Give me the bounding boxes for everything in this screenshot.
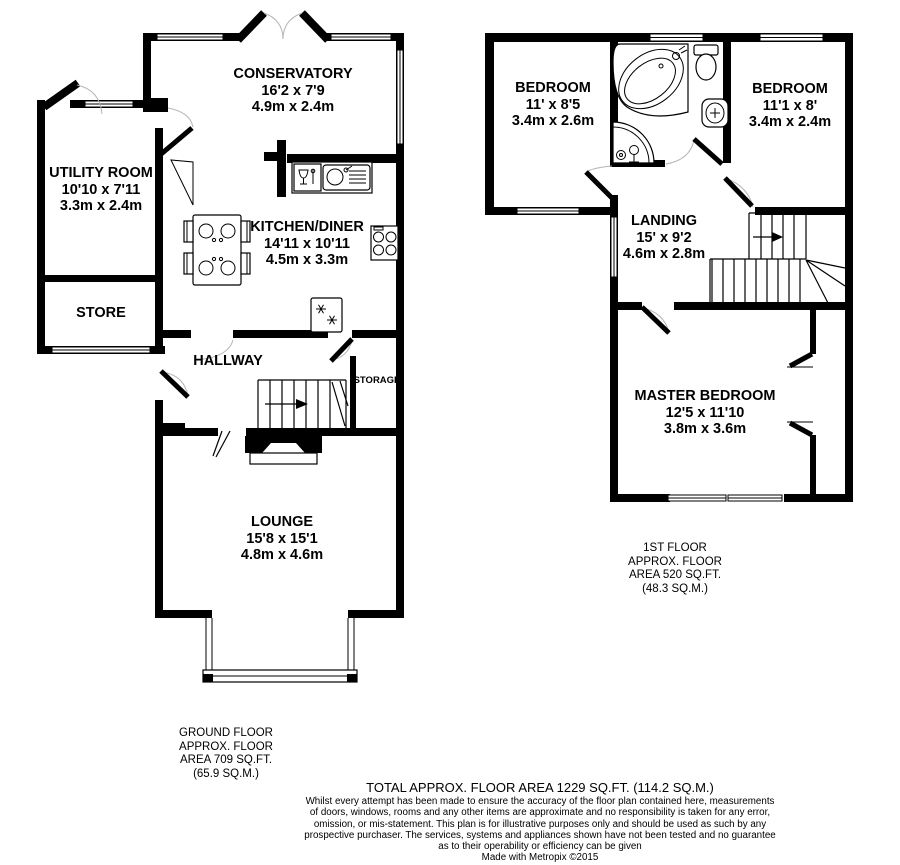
room-label-bedroom-right <box>700 81 880 131</box>
staircase-ground <box>258 380 348 428</box>
ground-floor-area-label <box>126 727 326 781</box>
room-label-storage <box>346 375 408 386</box>
freezer-icon <box>311 298 342 332</box>
disclaimer-line: as to their operability or efficiency can be given <box>438 841 642 853</box>
disclaimer-text <box>260 796 820 864</box>
room-dim-metric: 3.4m x 2.6m <box>511 113 595 129</box>
room-label-kitchen <box>217 219 397 269</box>
floor-name: 1ST FLOOR <box>643 542 707 554</box>
room-dim-metric: 4.6m x 2.8m <box>622 246 706 262</box>
toilet <box>694 45 718 80</box>
room-label-store <box>41 305 161 322</box>
room-label-conservatory <box>183 66 403 116</box>
disclaimer-line: prospective purchaser. The services, systems and appliances shown have not been tested and no guarantee <box>304 829 776 841</box>
room-dim-imperial: 15'8 x 15'1 <box>246 530 318 547</box>
room-dim-metric: 4.9m x 2.4m <box>251 99 335 115</box>
room-name: CONSERVATORY <box>233 66 353 82</box>
room-name: STORE <box>76 305 126 321</box>
fireplace <box>245 436 322 464</box>
room-label-hallway <box>168 353 288 370</box>
room-dim-metric: 3.3m x 2.4m <box>59 198 143 214</box>
conservatory-french-doors <box>264 13 302 39</box>
room-name: BEDROOM <box>752 81 828 97</box>
room-label-landing <box>574 213 754 263</box>
floor-area-sqm: (48.3 SQ.M.) <box>642 582 708 595</box>
kitchen-sink-counter <box>292 162 372 193</box>
bay-window <box>203 618 357 682</box>
room-dim-metric: 3.4m x 2.4m <box>748 114 832 130</box>
room-name: KITCHEN/DINER <box>250 219 364 235</box>
room-dim-imperial: 11' x 8'5 <box>525 96 581 113</box>
room-dim-imperial: 11'1 x 8' <box>762 97 818 114</box>
room-label-utility <box>11 165 191 215</box>
floor-name: GROUND FLOOR <box>179 727 273 739</box>
floor-area-line: APPROX. FLOOR <box>179 740 273 753</box>
disclaimer-line: omission, or mis-statement. This plan is for illustrative purposes only and should be used as such by any <box>313 818 767 830</box>
room-name: MASTER BEDROOM <box>634 388 776 404</box>
metropix-credit: Made with Metropix ©2015 <box>481 852 599 864</box>
room-name: STORAGE <box>353 375 401 386</box>
disclaimer-line: of doors, windows, rooms and any other items are approximate and no responsibility is taken for any error, <box>309 807 771 819</box>
room-label-master-bedroom <box>595 388 815 438</box>
room-dim-imperial: 12'5 x 11'10 <box>665 404 745 421</box>
room-dim-imperial: 15' x 9'2 <box>636 229 692 246</box>
room-dim-imperial: 10'10 x 7'11 <box>61 181 141 198</box>
room-dim-metric: 3.8m x 3.6m <box>663 421 747 437</box>
room-name: LOUNGE <box>250 514 314 530</box>
floor-area-sqft: AREA 520 SQ.FT. <box>628 569 722 581</box>
room-dim-metric: 4.8m x 4.6m <box>240 547 324 563</box>
room-dim-imperial: 16'2 x 7'9 <box>261 82 325 99</box>
room-name: LANDING <box>630 213 698 229</box>
floor-area-sqm: (65.9 SQ.M.) <box>193 767 259 780</box>
floor-area-sqft: AREA 709 SQ.FT. <box>179 754 273 766</box>
room-name: HALLWAY <box>193 353 263 369</box>
stair-direction-arrow <box>265 399 308 409</box>
sink-icon <box>323 165 370 190</box>
room-dim-imperial: 14'11 x 10'11 <box>264 235 350 252</box>
room-name: BEDROOM <box>515 80 591 96</box>
disclaimer-line: Whilst every attempt has been made to ensure the accuracy of the floor plan contained here, measurements <box>305 796 775 807</box>
room-label-bedroom-left <box>463 80 643 130</box>
room-dim-metric: 4.5m x 3.3m <box>265 252 349 268</box>
floor-area-line: APPROX. FLOOR <box>628 555 722 568</box>
room-label-lounge <box>192 514 372 564</box>
first-floor-area-label <box>575 542 775 596</box>
stair-direction-arrow <box>753 232 783 242</box>
total-floor-area: TOTAL APPROX. FLOOR AREA 1229 SQ.FT. (114.2 SQ.M.) <box>366 780 714 795</box>
room-name: UTILITY ROOM <box>49 165 153 181</box>
